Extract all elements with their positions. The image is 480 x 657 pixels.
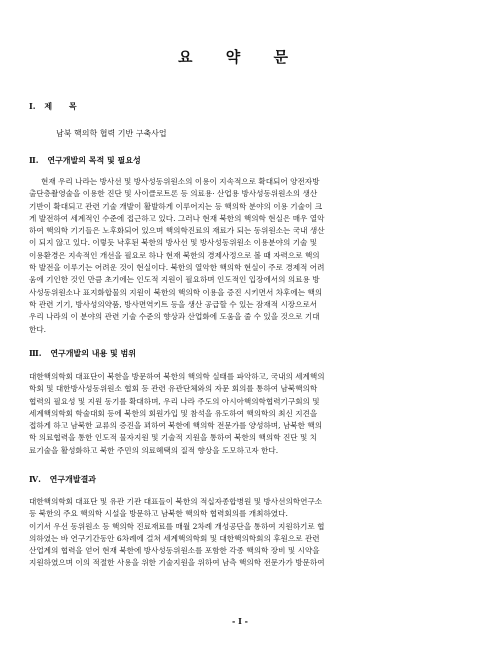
paragraph-line: 학 의료협력을 통한 인도적 물자지원 및 기술적 지원을 통하여 북한의 핵의학 진단 및 치 (29, 433, 318, 443)
paragraph-line: 사성동위원소나 표지화합물의 지원이 북한의 핵의학 이용을 증진 시키면서 차후에는 핵의 (29, 287, 323, 297)
paragraph-line: 세계핵의학회 학술대회 등에 북한의 회원가입 및 참석을 유도하여 핵의학의 최신 지견을 (29, 408, 318, 418)
paragraph-line: 이용환경은 지속적인 개선을 필요로 하나 현재 북한의 경제사정으로 볼 때 자력으로 핵의 (29, 250, 320, 260)
paragraph-line: 대한핵의학회 대표단이 북한을 방문하여 북한의 핵의학 실태를 파악하고, 국내의 세계핵의 (29, 372, 325, 381)
section-title: 연구개발결과 (49, 474, 97, 484)
section-number: Ⅲ. (29, 348, 42, 358)
section-title: 연구개발의 목적 및 필요성 (47, 155, 141, 165)
section-title: 제 목 (44, 101, 84, 111)
paragraph-line: 접하게 하고 남북한 교류의 증진을 꾀하여 북한에 핵의학 전문가를 양성하며, 남북한 핵의 (29, 421, 323, 431)
paragraph-line: 하여 핵의학 기기들은 노후화되어 있으며 핵의학진료의 재료가 되는 동위원소는 국내 생산 (29, 226, 325, 236)
paragraph-line: 등 북한의 주요 핵의학 시설을 방문하고 남북한 핵의학 협력회의를 개최하였다. (29, 509, 288, 519)
subject-text: 남북 핵의학 협력 기반 구축사업 (56, 129, 167, 138)
section-heading-3 (29, 348, 136, 359)
paragraph-line: 학 관련 기기, 방사성의약품, 방사면역키트 등을 생산 공급할 수 있는 잠재적 시장으로서 (29, 299, 318, 309)
paragraph-line: 대한핵의학회 대표단 및 유관 기관 대표들이 북한의 적십자종합병원 및 방사선의학연구소 (29, 497, 323, 506)
paragraph-line: 학회 및 대한방사성동위원소 협회 등 관련 유관단체와의 자문 회의를 통하여 남북핵의학 (29, 384, 318, 394)
paragraph-line: 한다. (29, 324, 47, 334)
paragraph-line: 의하였는 바 연구기간동안 6차례에 걸쳐 세계핵의학회 및 대한핵의학회의 후원으로 관련 (29, 533, 320, 543)
paragraph-line: 우리 나라의 이 분야의 관련 기술 수준의 향상과 산업화에 도움을 줄 수 있을 것으로 기대 (29, 312, 320, 322)
section-heading-4 (29, 474, 96, 485)
paragraph-line: 료기술을 활성화하고 북한 주민의 의료혜택의 질적 향상을 도모하고자 한다. (29, 445, 279, 455)
scope-paragraph (29, 371, 453, 457)
section-number: Ⅰ. (29, 101, 36, 111)
paragraph-line: 협력의 필요성 및 지원 동기를 확대하며, 우리 나라 주도의 아시아핵의학협력기구회의 및 (29, 396, 320, 406)
section-heading-1 (29, 101, 84, 112)
paragraph-line: 현재 우리 나라는 방사선 및 방사성동위원소의 이용이 지속적으로 확대되어 양전자방 (41, 177, 320, 186)
paragraph-line: 산업계의 협력을 얻어 현재 북한에 방사성동위원소를 포함한 각종 핵의학 장비 및 시약을 (29, 546, 320, 556)
results-paragraph (29, 496, 453, 570)
section-title: 연구개발의 내용 및 범위 (50, 348, 136, 358)
paragraph-line: 출단층촬영술을 이용한 진단 및 사이클로트론 등 의료용· 산업용 방사성동위원소의 생산 (29, 189, 318, 199)
paragraph-line: 학 발전을 이루기는 어려운 것이 현실이다. 북한의 열악한 핵의학 현실이 주로 경제적 어려 (29, 263, 325, 273)
paragraph-line: 이기서 우선 동위원소 등 핵의학 진료재료를 매월 2차례 개성공단을 통하여 지원하기로 협 (29, 521, 325, 531)
section-heading-2 (29, 155, 141, 166)
section-number: Ⅳ. (29, 474, 41, 484)
paragraph-line: 이 되지 않고 있다. 이렇듯 낙후된 북한의 방사선 및 방사성동위원소 이용분야의 기술 및 (29, 238, 318, 248)
paragraph-line: 지원하였으며 이의 적절한 사용을 위한 기술지원을 위하여 남측 핵의학 전문가가 방문하여 (29, 558, 325, 568)
paragraph-line: 기반이 확대되고 관련 기술 개발이 활발하게 이루어지는 등 핵의학 분야의 이용 기술이 크 (29, 201, 323, 211)
paragraph-line: 움에 기인한 것인 만큼 초기에는 인도적 지원이 필요하며 인도적인 입장에서의 의료용 방 (29, 275, 320, 285)
paragraph-line: 게 발전하여 세계적인 수준에 접근하고 있다. 그러나 현재 북한의 핵의학 현실은 매우 열악 (29, 213, 325, 223)
page-number: - I - (232, 616, 248, 626)
page-title: 요 약 문 (178, 48, 302, 66)
purpose-paragraph (29, 176, 453, 336)
section-number: Ⅱ. (29, 155, 39, 165)
